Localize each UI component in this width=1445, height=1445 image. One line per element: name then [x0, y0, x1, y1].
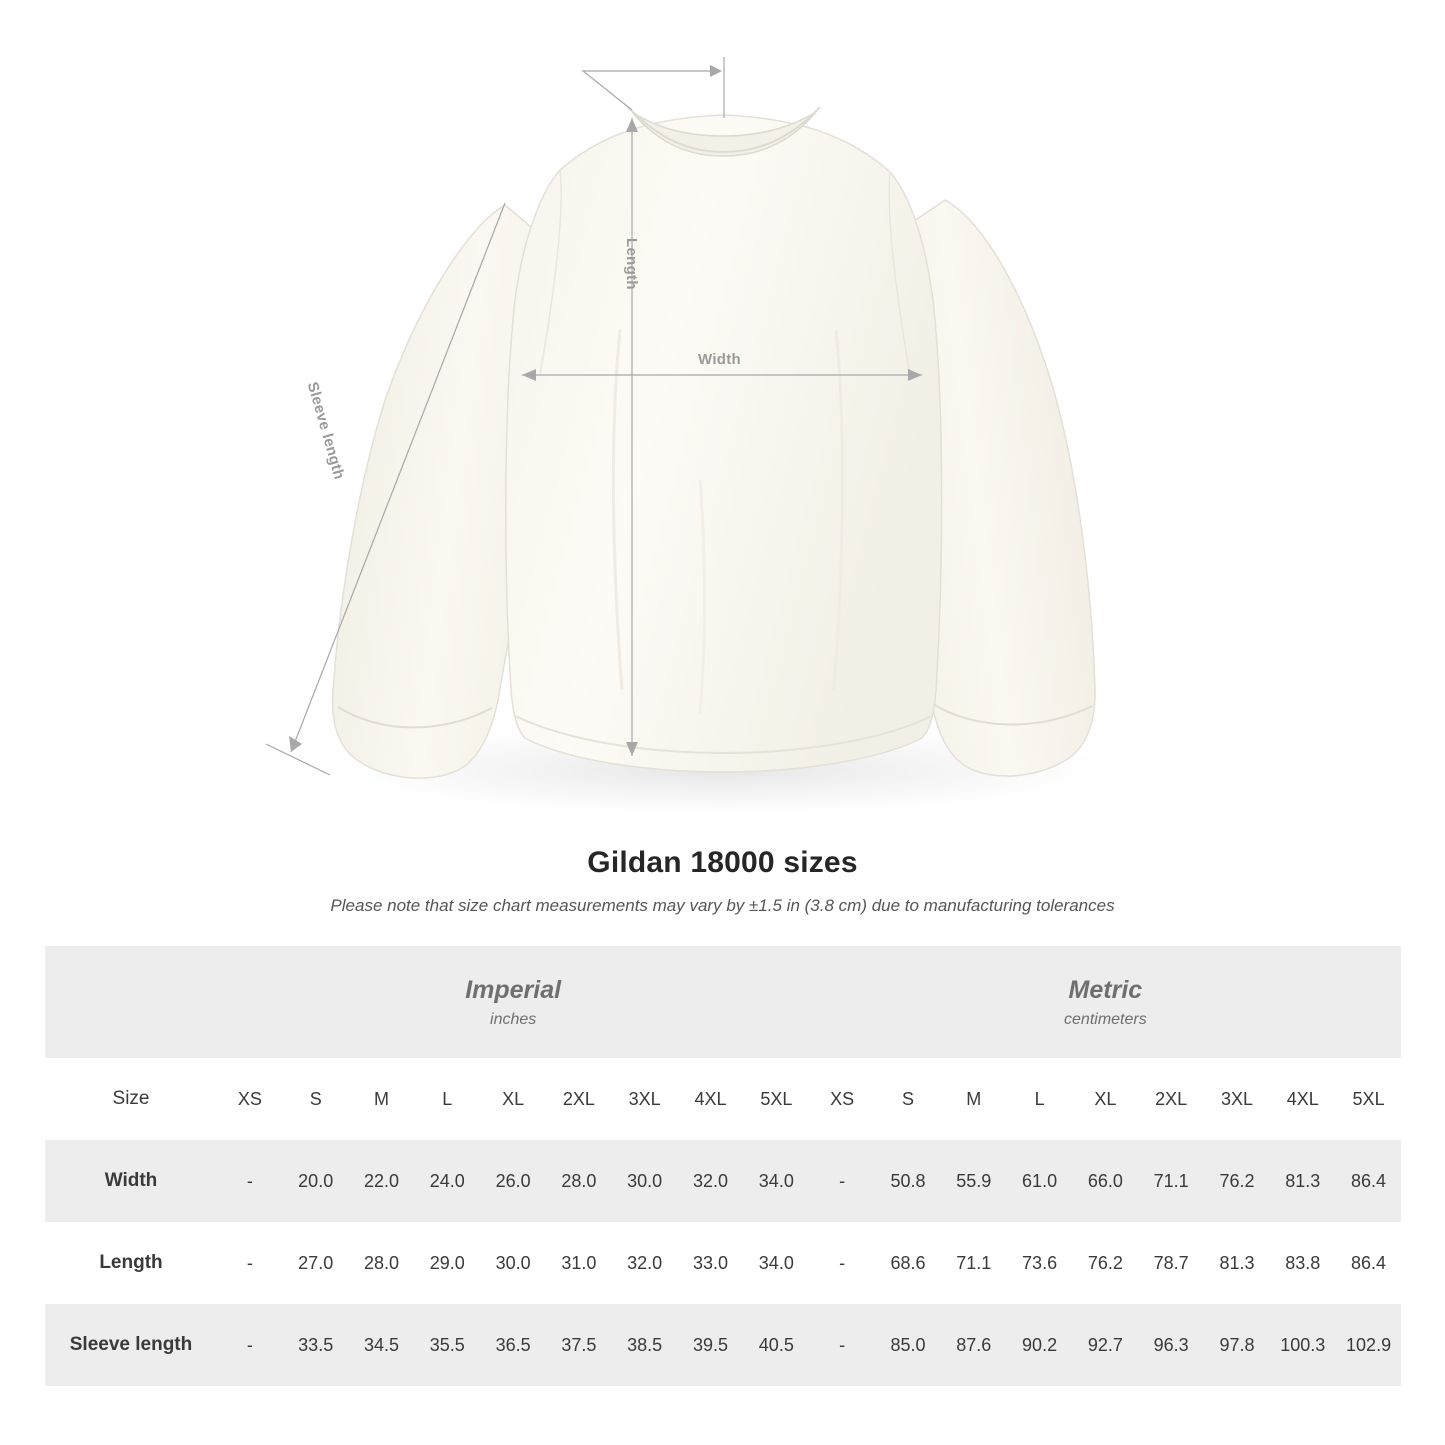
- length-metric-s: 68.6: [890, 1252, 926, 1273]
- sleeve-imperial-s: 33.5: [283, 1304, 349, 1386]
- page-title: Gildan 18000 sizes: [587, 846, 858, 879]
- sleeve-metric-xs: -: [809, 1304, 875, 1386]
- length-metric-xs: -: [839, 1252, 846, 1273]
- sleeve-metric-5xl: 102.9: [1336, 1304, 1402, 1386]
- sleeve-imperial-xs: -: [217, 1304, 283, 1386]
- header-metric-3xl: 3XL: [1204, 1058, 1270, 1140]
- length-dimension-label: Length: [623, 238, 640, 290]
- header-metric-l: L: [1007, 1058, 1073, 1140]
- row-label-sleeve-length: Sleeve length: [45, 1304, 217, 1386]
- sleeve-length-dimension-label: Sleeve length: [303, 380, 348, 482]
- width-metric-5xl: 86.4: [1336, 1140, 1402, 1222]
- header-imperial-xl: XL: [480, 1058, 546, 1140]
- sleeve-imperial-5xl: 40.5: [743, 1304, 809, 1386]
- title-block: [0, 846, 1445, 916]
- size-chart-table: [45, 946, 1401, 1386]
- sleeve-imperial-m: 34.5: [349, 1304, 415, 1386]
- imperial-unit-header: [217, 946, 809, 1058]
- row-label-width: Width: [45, 1140, 217, 1222]
- sleeve-metric-4xl: 100.3: [1270, 1304, 1336, 1386]
- length-imperial-4xl: 33.0: [692, 1252, 728, 1273]
- header-imperial-l: L: [414, 1058, 480, 1140]
- imperial-unit-name: Imperial: [465, 976, 562, 1004]
- length-metric-5xl: 86.4: [1351, 1252, 1387, 1273]
- length-metric-4xl: 83.8: [1285, 1252, 1321, 1273]
- metric-unit-sub: centimeters: [1064, 1011, 1147, 1028]
- header-imperial-2xl: 2XL: [546, 1058, 612, 1140]
- length-imperial-s: 27.0: [298, 1252, 334, 1273]
- width-metric-m: 55.9: [941, 1140, 1007, 1222]
- size-header-row: [45, 1058, 1401, 1140]
- header-imperial-5xl: 5XL: [743, 1058, 809, 1140]
- width-imperial-xl: 26.0: [480, 1140, 546, 1222]
- header-metric-s: S: [875, 1058, 941, 1140]
- sleeve-metric-xl: 92.7: [1072, 1304, 1138, 1386]
- sleeve-imperial-l: 35.5: [414, 1304, 480, 1386]
- sleeve-imperial-2xl: 37.5: [546, 1304, 612, 1386]
- size-header-label: Size: [45, 1058, 217, 1140]
- width-imperial-m: 22.0: [349, 1140, 415, 1222]
- length-imperial-l: 29.0: [429, 1252, 465, 1273]
- width-metric-4xl: 81.3: [1270, 1140, 1336, 1222]
- table-row: [45, 1304, 1401, 1386]
- size-chart-table-wrapper: [45, 946, 1400, 1386]
- header-metric-5xl: 5XL: [1336, 1058, 1402, 1140]
- length-metric-m: 71.1: [956, 1252, 992, 1273]
- width-metric-3xl: 76.2: [1204, 1140, 1270, 1222]
- header-metric-m: M: [941, 1058, 1007, 1140]
- metric-unit-name: Metric: [1068, 976, 1143, 1004]
- row-label-length: Length: [99, 1252, 163, 1273]
- width-metric-xl: 66.0: [1072, 1140, 1138, 1222]
- unit-header-row: [45, 946, 1401, 1058]
- header-metric-xl: XL: [1072, 1058, 1138, 1140]
- width-imperial-4xl: 32.0: [678, 1140, 744, 1222]
- width-imperial-3xl: 30.0: [612, 1140, 678, 1222]
- length-imperial-xl: 30.0: [495, 1252, 531, 1273]
- width-metric-xs: -: [809, 1140, 875, 1222]
- sleeve-metric-l: 90.2: [1007, 1304, 1073, 1386]
- width-imperial-s: 20.0: [283, 1140, 349, 1222]
- unit-row-spacer: [45, 946, 217, 1058]
- width-imperial-2xl: 28.0: [546, 1140, 612, 1222]
- length-metric-xl: 76.2: [1087, 1252, 1123, 1273]
- length-metric-2xl: 78.7: [1153, 1252, 1189, 1273]
- header-metric-xs: XS: [809, 1058, 875, 1140]
- sleeve-imperial-3xl: 38.5: [612, 1304, 678, 1386]
- table-row: [45, 1222, 1401, 1304]
- header-imperial-s: S: [283, 1058, 349, 1140]
- header-imperial-m: M: [349, 1058, 415, 1140]
- table-row: [45, 1140, 1401, 1222]
- length-imperial-5xl: 34.0: [758, 1252, 794, 1273]
- length-imperial-xs: -: [246, 1252, 253, 1273]
- width-metric-2xl: 71.1: [1138, 1140, 1204, 1222]
- sleeve-metric-m: 87.6: [941, 1304, 1007, 1386]
- width-metric-s: 50.8: [875, 1140, 941, 1222]
- imperial-unit-sub: inches: [490, 1011, 537, 1028]
- width-dimension-label: Width: [698, 351, 742, 368]
- header-imperial-4xl: 4XL: [678, 1058, 744, 1140]
- sleeve-imperial-xl: 36.5: [480, 1304, 546, 1386]
- header-metric-4xl: 4XL: [1270, 1058, 1336, 1140]
- metric-unit-header: [809, 946, 1401, 1058]
- width-metric-l: 61.0: [1007, 1140, 1073, 1222]
- header-imperial-xs: XS: [217, 1058, 283, 1140]
- sleeve-imperial-4xl: 39.5: [678, 1304, 744, 1386]
- width-imperial-l: 24.0: [414, 1140, 480, 1222]
- length-metric-3xl: 81.3: [1219, 1252, 1255, 1273]
- tolerance-note: Please note that size chart measurements may vary by ±1.5 in (3.8 cm) due to manufacturing tolerances: [330, 896, 1115, 915]
- header-metric-2xl: 2XL: [1138, 1058, 1204, 1140]
- length-imperial-3xl: 32.0: [627, 1252, 663, 1273]
- width-imperial-5xl: 34.0: [743, 1140, 809, 1222]
- sleeve-metric-3xl: 97.8: [1204, 1304, 1270, 1386]
- length-imperial-m: 28.0: [363, 1252, 400, 1273]
- width-imperial-xs: -: [217, 1140, 283, 1222]
- length-imperial-2xl: 31.0: [561, 1252, 597, 1273]
- sleeve-metric-2xl: 96.3: [1138, 1304, 1204, 1386]
- header-imperial-3xl: 3XL: [612, 1058, 678, 1140]
- sleeve-metric-s: 85.0: [875, 1304, 941, 1386]
- length-metric-l: 73.6: [1022, 1252, 1058, 1273]
